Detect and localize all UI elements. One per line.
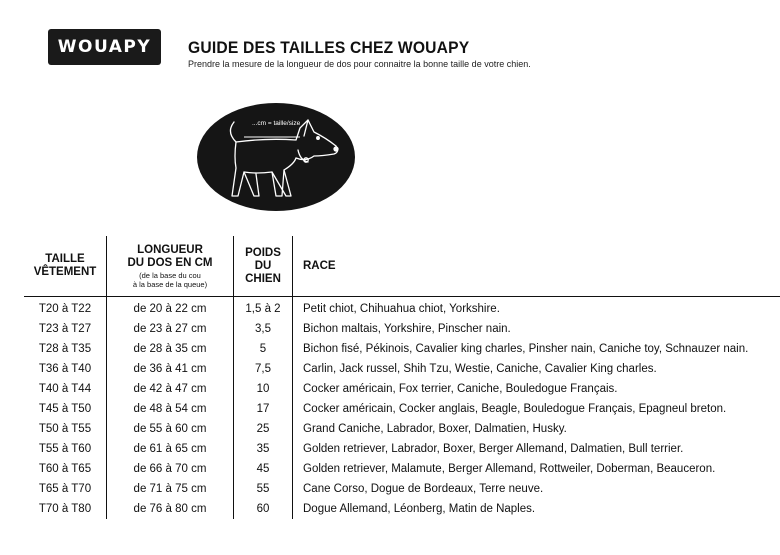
table-row	[24, 339, 780, 359]
header-poids-line1: POIDS	[245, 246, 281, 259]
cell-poids: 60	[234, 499, 293, 519]
header-poids-line2: DU	[254, 259, 272, 272]
cell-poids: 35	[234, 439, 293, 459]
cell-longueur: de 20 à 22 cm	[107, 297, 234, 320]
cell-race: Bichon maltais, Yorkshire, Pinscher nain.	[293, 319, 780, 339]
cell-poids: 10	[234, 379, 293, 399]
cell-taille: T60 à T65	[38, 463, 92, 475]
page-title: GUIDE DES TAILLES CHEZ WOUAPY	[188, 38, 470, 57]
cell-taille: T23 à T27	[38, 323, 92, 335]
table-row	[24, 399, 780, 419]
cell-poids: 45	[234, 459, 293, 479]
cell-longueur: de 61 à 65 cm	[107, 439, 234, 459]
cell-taille: T36 à T40	[38, 363, 92, 375]
table-row	[24, 439, 780, 459]
cell-longueur: de 28 à 35 cm	[107, 339, 234, 359]
header-longueur-line2: DU DOS EN CM	[127, 256, 213, 269]
table-row	[24, 499, 780, 519]
cell-longueur: de 23 à 27 cm	[107, 319, 234, 339]
table-row	[24, 379, 780, 399]
cell-poids: 5	[234, 339, 293, 359]
cell-longueur: de 42 à 47 cm	[107, 379, 234, 399]
cell-taille: T20 à T22	[38, 303, 92, 315]
cell-taille: T50 à T55	[38, 423, 92, 435]
cell-longueur: de 71 à 75 cm	[107, 479, 234, 499]
cell-race: Golden retriever, Malamute, Berger Allemand, Rottweiler, Doberman, Beauceron.	[293, 459, 780, 479]
cell-race: Dogue Allemand, Léonberg, Matin de Naples.	[293, 499, 780, 519]
cell-taille: T65 à T70	[38, 483, 92, 495]
measure-label: ...cm = taille/size	[252, 120, 301, 127]
cell-poids: 25	[234, 419, 293, 439]
cell-poids: 55	[234, 479, 293, 499]
cell-race: Carlin, Jack russel, Shih Tzu, Westie, Caniche, Cavalier King charles.	[293, 359, 780, 379]
cell-poids: 7,5	[234, 359, 293, 379]
cell-race: Bichon fisé, Pékinois, Cavalier king charles, Pinsher nain, Caniche toy, Schnauzer nain.	[293, 339, 780, 359]
cell-longueur: de 36 à 41 cm	[107, 359, 234, 379]
cell-taille: T28 à T35	[38, 343, 92, 355]
header-poids	[234, 236, 293, 297]
cell-longueur: de 76 à 80 cm	[107, 499, 234, 519]
cell-race: Golden retriever, Labrador, Boxer, Berger Allemand, Dalmatien, Bull terrier.	[293, 439, 780, 459]
cell-race: Petit chiot, Chihuahua chiot, Yorkshire.	[293, 297, 780, 320]
cell-poids: 17	[234, 399, 293, 419]
table-row	[24, 319, 780, 339]
cell-race: Cane Corso, Dogue de Bordeaux, Terre neuve.	[293, 479, 780, 499]
cell-race: Cocker américain, Fox terrier, Caniche, Bouledogue Français.	[293, 379, 780, 399]
cell-poids: 3,5	[234, 319, 293, 339]
cell-longueur: de 48 à 54 cm	[107, 399, 234, 419]
header-poids-line3: CHIEN	[245, 272, 281, 285]
cell-taille: T70 à T80	[38, 503, 92, 515]
header-taille-line1: TAILLE	[45, 253, 85, 265]
cell-longueur: de 55 à 60 cm	[107, 419, 234, 439]
brand-logo-text: WOUAPY	[57, 37, 152, 57]
header-taille	[24, 236, 107, 297]
header-longueur-note-2: à la base de la queue)	[132, 279, 208, 289]
header-longueur-note-1: (de la base du cou	[139, 270, 201, 280]
table-row	[24, 459, 780, 479]
header-taille-line2: VÊTEMENT	[33, 266, 97, 278]
cell-longueur: de 66 à 70 cm	[107, 459, 234, 479]
cell-race: Grand Caniche, Labrador, Boxer, Dalmatien, Husky.	[293, 419, 780, 439]
cell-taille: T55 à T60	[38, 443, 92, 455]
cell-race: Cocker américain, Cocker anglais, Beagle, Bouledogue Français, Epagneul breton.	[293, 399, 780, 419]
header-longueur-line1: LONGUEUR	[137, 243, 203, 256]
table-row	[24, 359, 780, 379]
dog-silhouette-icon	[196, 102, 356, 212]
table-row	[24, 297, 780, 320]
table-header-row	[24, 236, 780, 297]
cell-poids: 1,5 à 2	[234, 297, 293, 320]
header-longueur	[107, 236, 234, 297]
size-guide-table	[24, 236, 780, 519]
table-row	[24, 419, 780, 439]
cell-taille: T45 à T50	[38, 403, 92, 415]
header-race: RACE	[293, 236, 780, 297]
cell-taille: T40 à T44	[38, 383, 92, 395]
table-row	[24, 479, 780, 499]
page-subtitle: Prendre la mesure de la longueur de dos pour connaitre la bonne taille de votre chien.	[188, 59, 531, 69]
brand-logo	[48, 29, 161, 65]
